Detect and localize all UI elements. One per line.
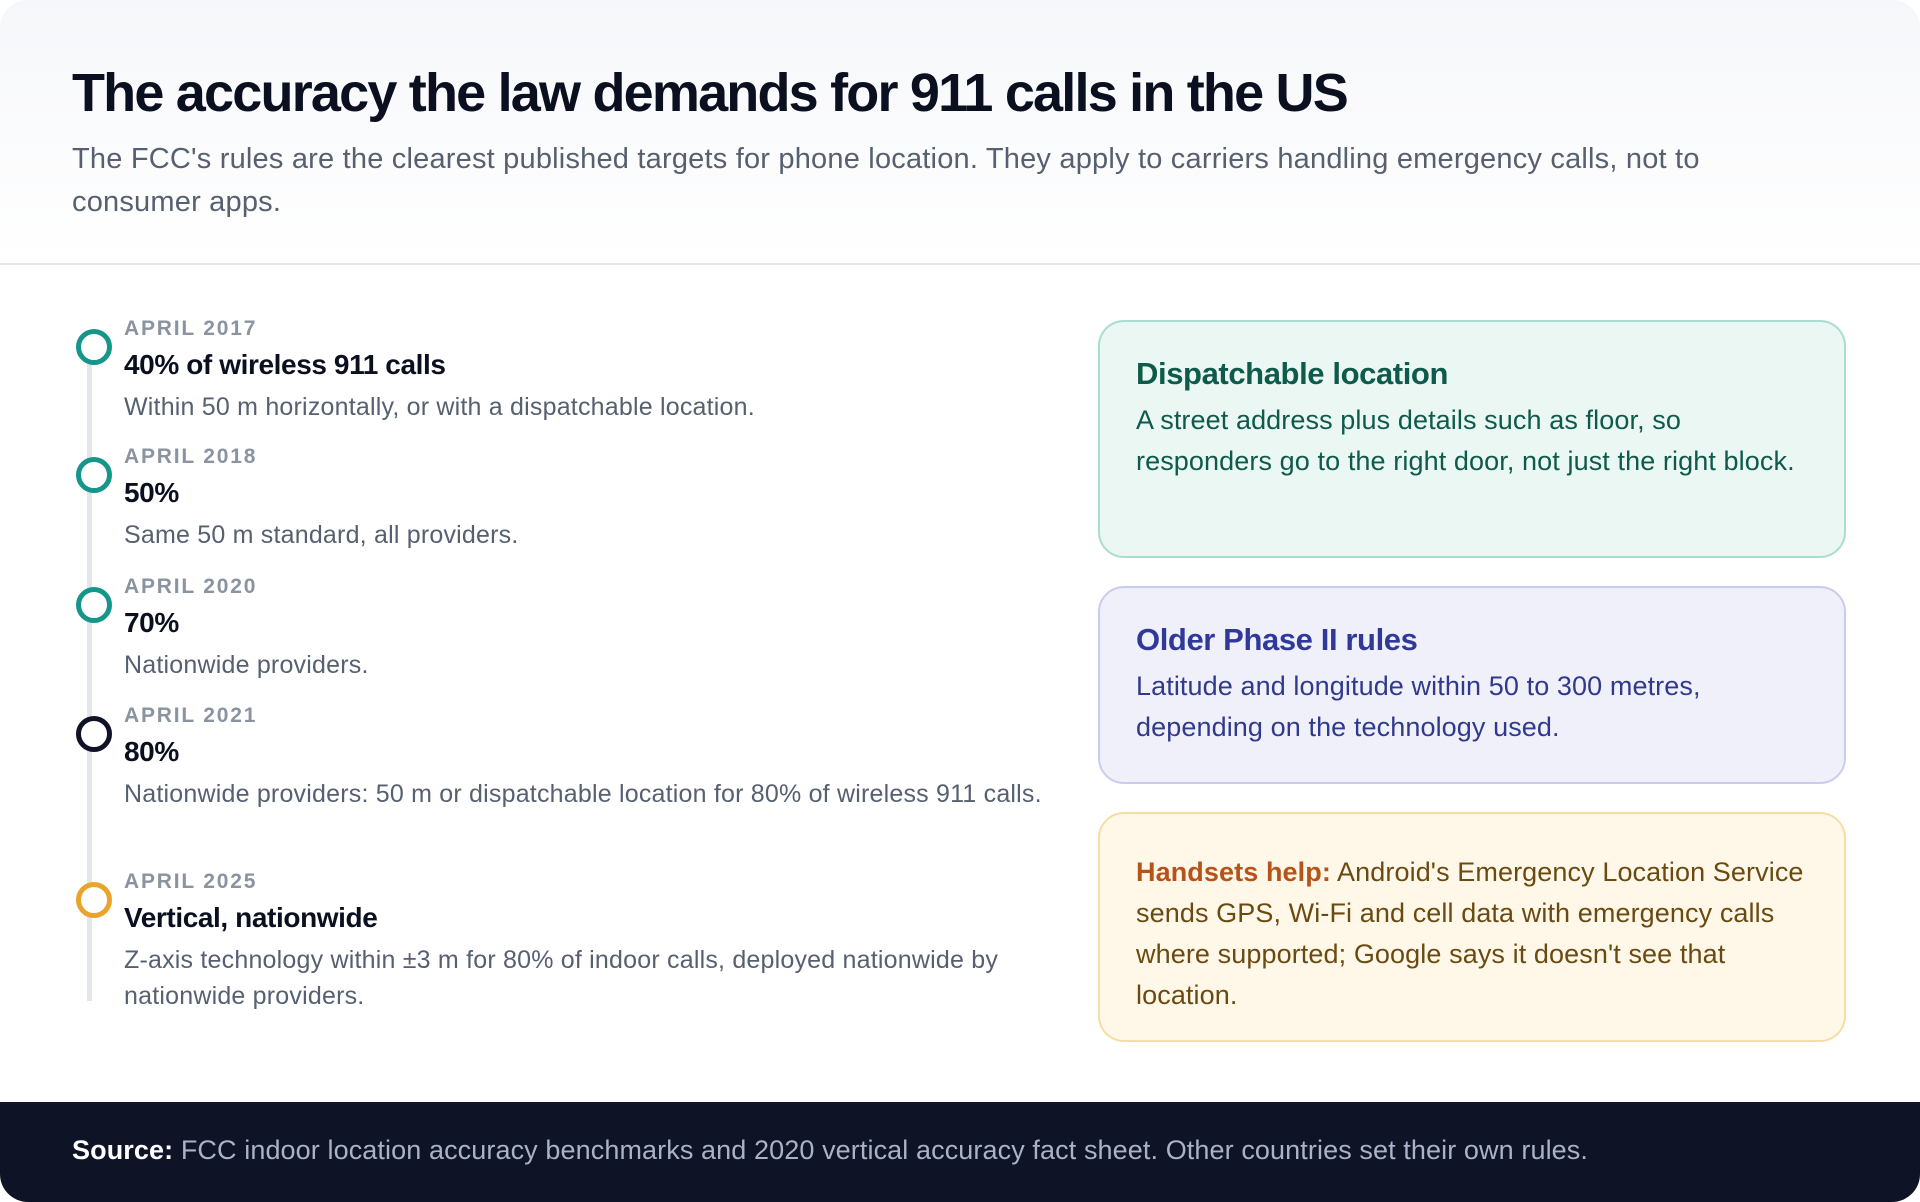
source-text: FCC indoor location accuracy benchmarks and 2020 vertical accuracy fact sheet. Other countries set their own rules. xyxy=(173,1135,1588,1165)
source-label: Source: xyxy=(72,1135,174,1165)
box-lead: Handsets help: xyxy=(1136,857,1331,887)
page-subtitle: The FCC's rules are the clearest published targets for phone location. They apply to carriers handling emergency calls, not to consumer apps. xyxy=(72,143,1700,218)
header xyxy=(0,0,1920,265)
timeline-heading: 80% xyxy=(124,736,179,767)
timeline-description: Nationwide providers. xyxy=(124,651,369,679)
box-title: Dispatchable location xyxy=(1136,356,1448,391)
timeline-description: Nationwide providers: 50 m or dispatchable location for 80% of wireless 911 calls. xyxy=(124,780,1042,808)
timeline-date: APRIL 2018 xyxy=(124,445,258,468)
handsets-help-box xyxy=(1098,812,1846,1042)
timeline-marker-icon xyxy=(76,329,112,365)
timeline-date: APRIL 2020 xyxy=(124,575,258,598)
timeline-description: Same 50 m standard, all providers. xyxy=(124,521,519,549)
phase-2-rules-box xyxy=(1098,586,1846,784)
box-body: Android's Emergency Location Service sends GPS, Wi-Fi and cell data with emergency calls where supported; Google says it doesn't see that location. xyxy=(1136,857,1804,1010)
box-title: Older Phase II rules xyxy=(1136,622,1418,657)
timeline-marker-icon xyxy=(76,882,112,918)
timeline-marker-icon xyxy=(76,716,112,752)
timeline-heading: 40% of wireless 911 calls xyxy=(124,349,446,380)
page-title: The accuracy the law demands for 911 calls in the US xyxy=(72,63,1347,123)
dispatchable-location-box xyxy=(1098,320,1846,558)
timeline-description: Within 50 m horizontally, or with a dispatchable location. xyxy=(124,393,755,421)
timeline-date: APRIL 2025 xyxy=(124,870,258,893)
timeline-heading: 70% xyxy=(124,607,179,638)
timeline-date: APRIL 2017 xyxy=(124,317,258,340)
timeline-marker-icon xyxy=(76,587,112,623)
box-text: Latitude and longitude within 50 to 300 metres, depending on the technology used. xyxy=(1136,671,1701,742)
timeline-heading: 50% xyxy=(124,477,179,508)
timeline-marker-icon xyxy=(76,457,112,493)
timeline-heading: Vertical, nationwide xyxy=(124,902,378,933)
timeline xyxy=(72,305,1052,1010)
source-footer xyxy=(0,1102,1920,1202)
timeline-date: APRIL 2021 xyxy=(124,704,258,727)
box-text xyxy=(1136,848,1808,1016)
box-text: A street address plus details such as floor, so responders go to the right door, not just the right block. xyxy=(1136,405,1795,476)
timeline-description: Z-axis technology within ±3 m for 80% of indoor calls, deployed nationwide by nationwide providers. xyxy=(124,946,999,1010)
